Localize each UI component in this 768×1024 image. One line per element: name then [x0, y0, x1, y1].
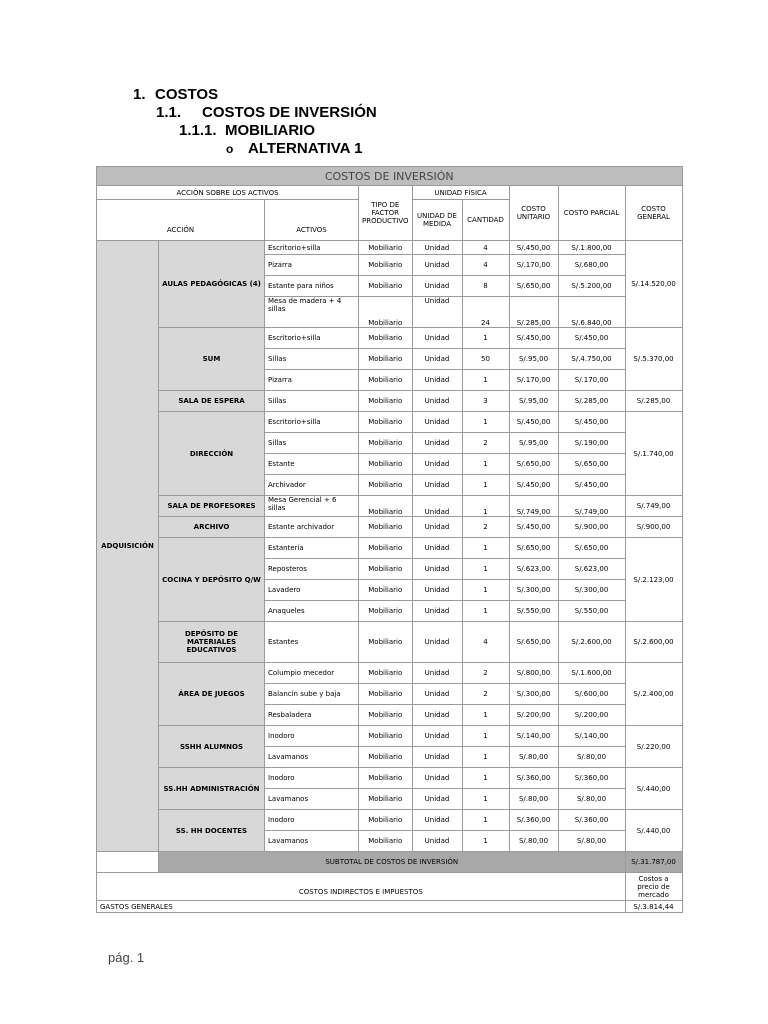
tipo-cell: Mobiliario [359, 768, 413, 789]
unidad-cell: Unidad [412, 328, 462, 349]
costo-general-header: COSTO GENERAL [625, 186, 682, 241]
unidad-cell: Unidad [412, 705, 462, 726]
heading-3 [179, 122, 315, 139]
area-name: SALA DE ESPERA [159, 391, 265, 412]
table-row [97, 663, 683, 684]
parcial-cell: S/.1.600,00 [558, 663, 625, 684]
costo-general-cell: S/.2.600,00 [625, 622, 682, 663]
unitario-cell: S/.140,00 [509, 726, 558, 747]
activo-cell: Pizarra [265, 370, 359, 391]
indirectos-label: COSTOS INDIRECTOS E IMPUESTOS [97, 873, 626, 901]
unidad-cell: Unidad [412, 747, 462, 768]
accion-group-header: ACCIÓN SOBRE LOS ACTIVOS [97, 186, 359, 200]
cantidad-cell: 2 [462, 517, 509, 538]
parcial-cell: S/.650,00 [558, 538, 625, 559]
unitario-cell: S/.200,00 [509, 705, 558, 726]
tipo-cell: Mobiliario [359, 517, 413, 538]
area-name: DIRECCIÓN [159, 412, 265, 496]
unidad-cell: Unidad [412, 831, 462, 852]
costo-general-cell: S/.285,00 [625, 391, 682, 412]
cantidad-cell: 1 [462, 810, 509, 831]
activo-cell: Escritorio+silla [265, 241, 359, 255]
parcial-cell: S/.4.750,00 [558, 349, 625, 370]
heading-4 [226, 140, 362, 157]
cantidad-cell: 2 [462, 433, 509, 454]
unitario-cell: S/.450,00 [509, 241, 558, 255]
activo-cell: Sillas [265, 349, 359, 370]
tipo-cell: Mobiliario [359, 454, 413, 475]
tipo-cell: Mobiliario [359, 810, 413, 831]
unitario-cell: S/.300,00 [509, 684, 558, 705]
tipo-cell: Mobiliario [359, 726, 413, 747]
cantidad-cell: 24 [462, 297, 509, 328]
cantidad-cell: 1 [462, 559, 509, 580]
tipo-cell: Mobiliario [359, 297, 413, 328]
unitario-cell: S/.360,00 [509, 768, 558, 789]
table-row [97, 538, 683, 559]
activo-cell: Lavamanos [265, 747, 359, 768]
tipo-cell: Mobiliario [359, 663, 413, 684]
unidad-medida-header: UNIDAD DE MEDIDA [412, 200, 462, 241]
activo-cell: Mesa de madera + 4 sillas [265, 297, 359, 328]
table-row [97, 241, 683, 255]
unidad-cell: Unidad [412, 412, 462, 433]
subtotal-row [97, 852, 683, 873]
area-name: SSHH ALUMNOS [159, 726, 265, 768]
parcial-cell: S/.360,00 [558, 768, 625, 789]
parcial-cell: S/.5.200,00 [558, 276, 625, 297]
precio-mercado-cell: Costos a precio de mercado [625, 873, 682, 901]
table-row [97, 496, 683, 517]
activo-cell: Lavamanos [265, 789, 359, 810]
costo-general-cell: S/.5.370,00 [625, 328, 682, 391]
cantidad-cell: 8 [462, 276, 509, 297]
cantidad-cell: 1 [462, 370, 509, 391]
activo-cell: Estante [265, 454, 359, 475]
unitario-cell: S/.623,00 [509, 559, 558, 580]
unidad-cell: Unidad [412, 768, 462, 789]
parcial-cell: S/.450,00 [558, 475, 625, 496]
unitario-cell: S/.170,00 [509, 370, 558, 391]
tipo-cell: Mobiliario [359, 496, 413, 517]
tipo-cell: Mobiliario [359, 255, 413, 276]
gastos-label: GASTOS GENERALES [97, 901, 626, 913]
gastos-value: S/.3.814,44 [625, 901, 682, 913]
accion-header: ACCIÓN [97, 200, 265, 241]
unitario-cell: S/.749,00 [509, 496, 558, 517]
cantidad-cell: 50 [462, 349, 509, 370]
unitario-cell: S/.450,00 [509, 328, 558, 349]
area-name: ÁREA DE JUEGOS [159, 663, 265, 726]
unidad-cell: Unidad [412, 241, 462, 255]
heading-1 [133, 86, 218, 103]
unitario-cell: S/.650,00 [509, 454, 558, 475]
unidad-cell: Unidad [412, 559, 462, 580]
unidad-cell: Unidad [412, 538, 462, 559]
unitario-cell: S/.650,00 [509, 538, 558, 559]
tipo-cell: Mobiliario [359, 433, 413, 454]
heading-4-text: ALTERNATIVA 1 [248, 140, 363, 157]
parcial-cell: S/.450,00 [558, 412, 625, 433]
activo-cell: Inodoro [265, 810, 359, 831]
activo-cell: Anaqueles [265, 601, 359, 622]
area-name: AULAS PEDAGÓGICAS (4) [159, 241, 265, 328]
activo-cell: Inodoro [265, 726, 359, 747]
tipo-cell: Mobiliario [359, 349, 413, 370]
unidad-cell: Unidad [412, 297, 462, 328]
activo-cell: Pizarra [265, 255, 359, 276]
cantidad-cell: 2 [462, 684, 509, 705]
parcial-cell: S/.600,00 [558, 684, 625, 705]
unidad-cell: Unidad [412, 391, 462, 412]
costo-general-cell: S/.440,00 [625, 810, 682, 852]
parcial-cell: S/.650,00 [558, 454, 625, 475]
unidad-cell: Unidad [412, 601, 462, 622]
heading-1-text: COSTOS [155, 86, 219, 103]
activo-cell: Balancín sube y baja [265, 684, 359, 705]
activo-cell: Mesa Gerencial + 6 sillas [265, 496, 359, 517]
costo-general-cell: S/.14.520,00 [625, 241, 682, 328]
subtotal-label: SUBTOTAL DE COSTOS DE INVERSIÓN [159, 852, 626, 873]
tipo-cell: Mobiliario [359, 328, 413, 349]
adquisicion-cell: ADQUISICIÓN [97, 241, 159, 852]
unitario-cell: S/.80,00 [509, 747, 558, 768]
cantidad-cell: 1 [462, 789, 509, 810]
area-name: SALA DE PROFESORES [159, 496, 265, 517]
cantidad-cell: 2 [462, 663, 509, 684]
costo-parcial-header: COSTO PARCIAL [558, 186, 625, 241]
activo-cell: Estantes [265, 622, 359, 663]
tipo-cell: Mobiliario [359, 412, 413, 433]
gastos-row [97, 901, 683, 913]
tipo-cell: Mobiliario [359, 276, 413, 297]
activos-header: ACTIVOS [265, 200, 359, 241]
unitario-cell: S/.170,00 [509, 255, 558, 276]
tipo-cell: Mobiliario [359, 684, 413, 705]
heading-1-number: 1. [133, 86, 146, 103]
tipo-cell: Mobiliario [359, 241, 413, 255]
cantidad-cell: 1 [462, 768, 509, 789]
unidad-cell: Unidad [412, 663, 462, 684]
activo-cell: Lavadero [265, 580, 359, 601]
table-row [97, 517, 683, 538]
activo-cell: Columpio mecedor [265, 663, 359, 684]
table-row [97, 412, 683, 433]
costo-general-cell: S/.2.123,00 [625, 538, 682, 622]
area-name: SUM [159, 328, 265, 391]
activo-cell: Inodoro [265, 768, 359, 789]
heading-2-number: 1.1. [156, 104, 182, 121]
unitario-cell: S/.285,00 [509, 297, 558, 328]
cantidad-cell: 1 [462, 412, 509, 433]
unitario-cell: S/.450,00 [509, 475, 558, 496]
parcial-cell: S/.170,00 [558, 370, 625, 391]
cantidad-cell: 1 [462, 747, 509, 768]
table-row [97, 391, 683, 412]
tipo-cell: Mobiliario [359, 789, 413, 810]
table-row [97, 810, 683, 831]
parcial-cell: S/.80,00 [558, 747, 625, 768]
activo-cell: Archivador [265, 475, 359, 496]
unitario-cell: S/.80,00 [509, 831, 558, 852]
unitario-cell: S/.650,00 [509, 276, 558, 297]
activo-cell: Resbaladera [265, 705, 359, 726]
tipo-cell: Mobiliario [359, 622, 413, 663]
cantidad-cell: 4 [462, 241, 509, 255]
bullet-icon: o [226, 142, 234, 156]
unitario-cell: S/.80,00 [509, 789, 558, 810]
parcial-cell: S/.360,00 [558, 810, 625, 831]
tipo-cell: Mobiliario [359, 747, 413, 768]
cantidad-cell: 1 [462, 328, 509, 349]
cantidad-cell: 4 [462, 622, 509, 663]
area-name: SS. HH DOCENTES [159, 810, 265, 852]
parcial-cell: S/.2.600,00 [558, 622, 625, 663]
unidad-cell: Unidad [412, 726, 462, 747]
unitario-cell: S/.800,00 [509, 663, 558, 684]
unitario-cell: S/.95,00 [509, 433, 558, 454]
costo-unitario-header: COSTO UNITARIO [509, 186, 558, 241]
tipo-cell: Mobiliario [359, 601, 413, 622]
cantidad-cell: 1 [462, 726, 509, 747]
cantidad-cell: 1 [462, 454, 509, 475]
unidad-cell: Unidad [412, 496, 462, 517]
unidad-cell: Unidad [412, 789, 462, 810]
costo-general-cell: S/.1.740,00 [625, 412, 682, 496]
activo-cell: Escritorio+silla [265, 412, 359, 433]
area-name: DEPÓSITO DE MATERIALES EDUCATIVOS [159, 622, 265, 663]
costo-general-cell: S/.220,00 [625, 726, 682, 768]
activo-cell: Sillas [265, 391, 359, 412]
unidad-cell: Unidad [412, 454, 462, 475]
unidad-cell: Unidad [412, 255, 462, 276]
tipo-cell: Mobiliario [359, 559, 413, 580]
tipo-cell: Mobiliario [359, 705, 413, 726]
parcial-cell: S/.623,00 [558, 559, 625, 580]
parcial-cell: S/.550,00 [558, 601, 625, 622]
cantidad-cell: 1 [462, 580, 509, 601]
table-row [97, 768, 683, 789]
tipo-cell: Mobiliario [359, 580, 413, 601]
table-row [97, 726, 683, 747]
activo-cell: Escritorio+silla [265, 328, 359, 349]
unidad-cell: Unidad [412, 580, 462, 601]
cantidad-cell: 3 [462, 391, 509, 412]
unitario-cell: S/.95,00 [509, 349, 558, 370]
unidad-cell: Unidad [412, 684, 462, 705]
area-name: ARCHIVO [159, 517, 265, 538]
cantidad-cell: 1 [462, 538, 509, 559]
table-title: COSTOS DE INVERSIÓN [97, 167, 683, 186]
area-name: COCINA Y DEPÓSITO Q/W [159, 538, 265, 622]
unidad-cell: Unidad [412, 622, 462, 663]
parcial-cell: S/.285,00 [558, 391, 625, 412]
heading-3-text: MOBILIARIO [225, 122, 315, 139]
activo-cell: Estante para niños [265, 276, 359, 297]
parcial-cell: S/.1.800,00 [558, 241, 625, 255]
heading-3-number: 1.1.1. [179, 122, 217, 139]
unidad-cell: Unidad [412, 349, 462, 370]
unitario-cell: S/.450,00 [509, 412, 558, 433]
unitario-cell: S/.300,00 [509, 580, 558, 601]
unitario-cell: S/.650,00 [509, 622, 558, 663]
unidad-cell: Unidad [412, 475, 462, 496]
unidad-cell: Unidad [412, 810, 462, 831]
subtotal-value: S/.31.787,00 [625, 852, 682, 873]
parcial-cell: S/.450,00 [558, 328, 625, 349]
parcial-cell: S/.80,00 [558, 789, 625, 810]
cantidad-cell: 1 [462, 496, 509, 517]
activo-cell: Lavamanos [265, 831, 359, 852]
costo-general-cell: S/.440,00 [625, 768, 682, 810]
table-row [97, 622, 683, 663]
parcial-cell: S/.749,00 [558, 496, 625, 517]
activo-cell: Estantería [265, 538, 359, 559]
tipo-cell: Mobiliario [359, 475, 413, 496]
parcial-cell: S/.200,00 [558, 705, 625, 726]
parcial-cell: S/.190,00 [558, 433, 625, 454]
unidad-cell: Unidad [412, 517, 462, 538]
subtotal-blank [97, 852, 159, 873]
cantidad-cell: 1 [462, 601, 509, 622]
parcial-cell: S/.6.840,00 [558, 297, 625, 328]
parcial-cell: S/.900,00 [558, 517, 625, 538]
parcial-cell: S/.140,00 [558, 726, 625, 747]
area-name: SS.HH ADMINISTRACIÓN [159, 768, 265, 810]
unitario-cell: S/.95,00 [509, 391, 558, 412]
heading-2-text: COSTOS DE INVERSIÓN [202, 104, 377, 121]
unitario-cell: S/.360,00 [509, 810, 558, 831]
tipo-factor-header: TIPO DE FACTOR PRODUCTIVO [359, 186, 413, 241]
costo-general-cell: S/.900,00 [625, 517, 682, 538]
cantidad-cell: 1 [462, 705, 509, 726]
tipo-cell: Mobiliario [359, 538, 413, 559]
costo-general-cell: S/.2.400,00 [625, 663, 682, 726]
unidad-cell: Unidad [412, 370, 462, 391]
table-row [97, 328, 683, 349]
activo-cell: Reposteros [265, 559, 359, 580]
tipo-cell: Mobiliario [359, 391, 413, 412]
tipo-cell: Mobiliario [359, 370, 413, 391]
unidad-cell: Unidad [412, 433, 462, 454]
unitario-cell: S/.450,00 [509, 517, 558, 538]
costo-general-cell: S/.749,00 [625, 496, 682, 517]
parcial-cell: S/.300,00 [558, 580, 625, 601]
page-number: pág. 1 [108, 950, 145, 965]
costos-table [96, 166, 683, 913]
indirectos-row [97, 873, 683, 901]
cantidad-cell: 4 [462, 255, 509, 276]
parcial-cell: S/.80,00 [558, 831, 625, 852]
cantidad-cell: 1 [462, 831, 509, 852]
parcial-cell: S/.680,00 [558, 255, 625, 276]
unitario-cell: S/.550,00 [509, 601, 558, 622]
tipo-cell: Mobiliario [359, 831, 413, 852]
unidad-fisica-header: UNIDAD FÍSICA [412, 186, 509, 200]
cantidad-header: CANTIDAD [462, 200, 509, 241]
activo-cell: Sillas [265, 433, 359, 454]
unidad-cell: Unidad [412, 276, 462, 297]
cantidad-cell: 1 [462, 475, 509, 496]
activo-cell: Estante archivador [265, 517, 359, 538]
heading-2 [156, 104, 377, 121]
